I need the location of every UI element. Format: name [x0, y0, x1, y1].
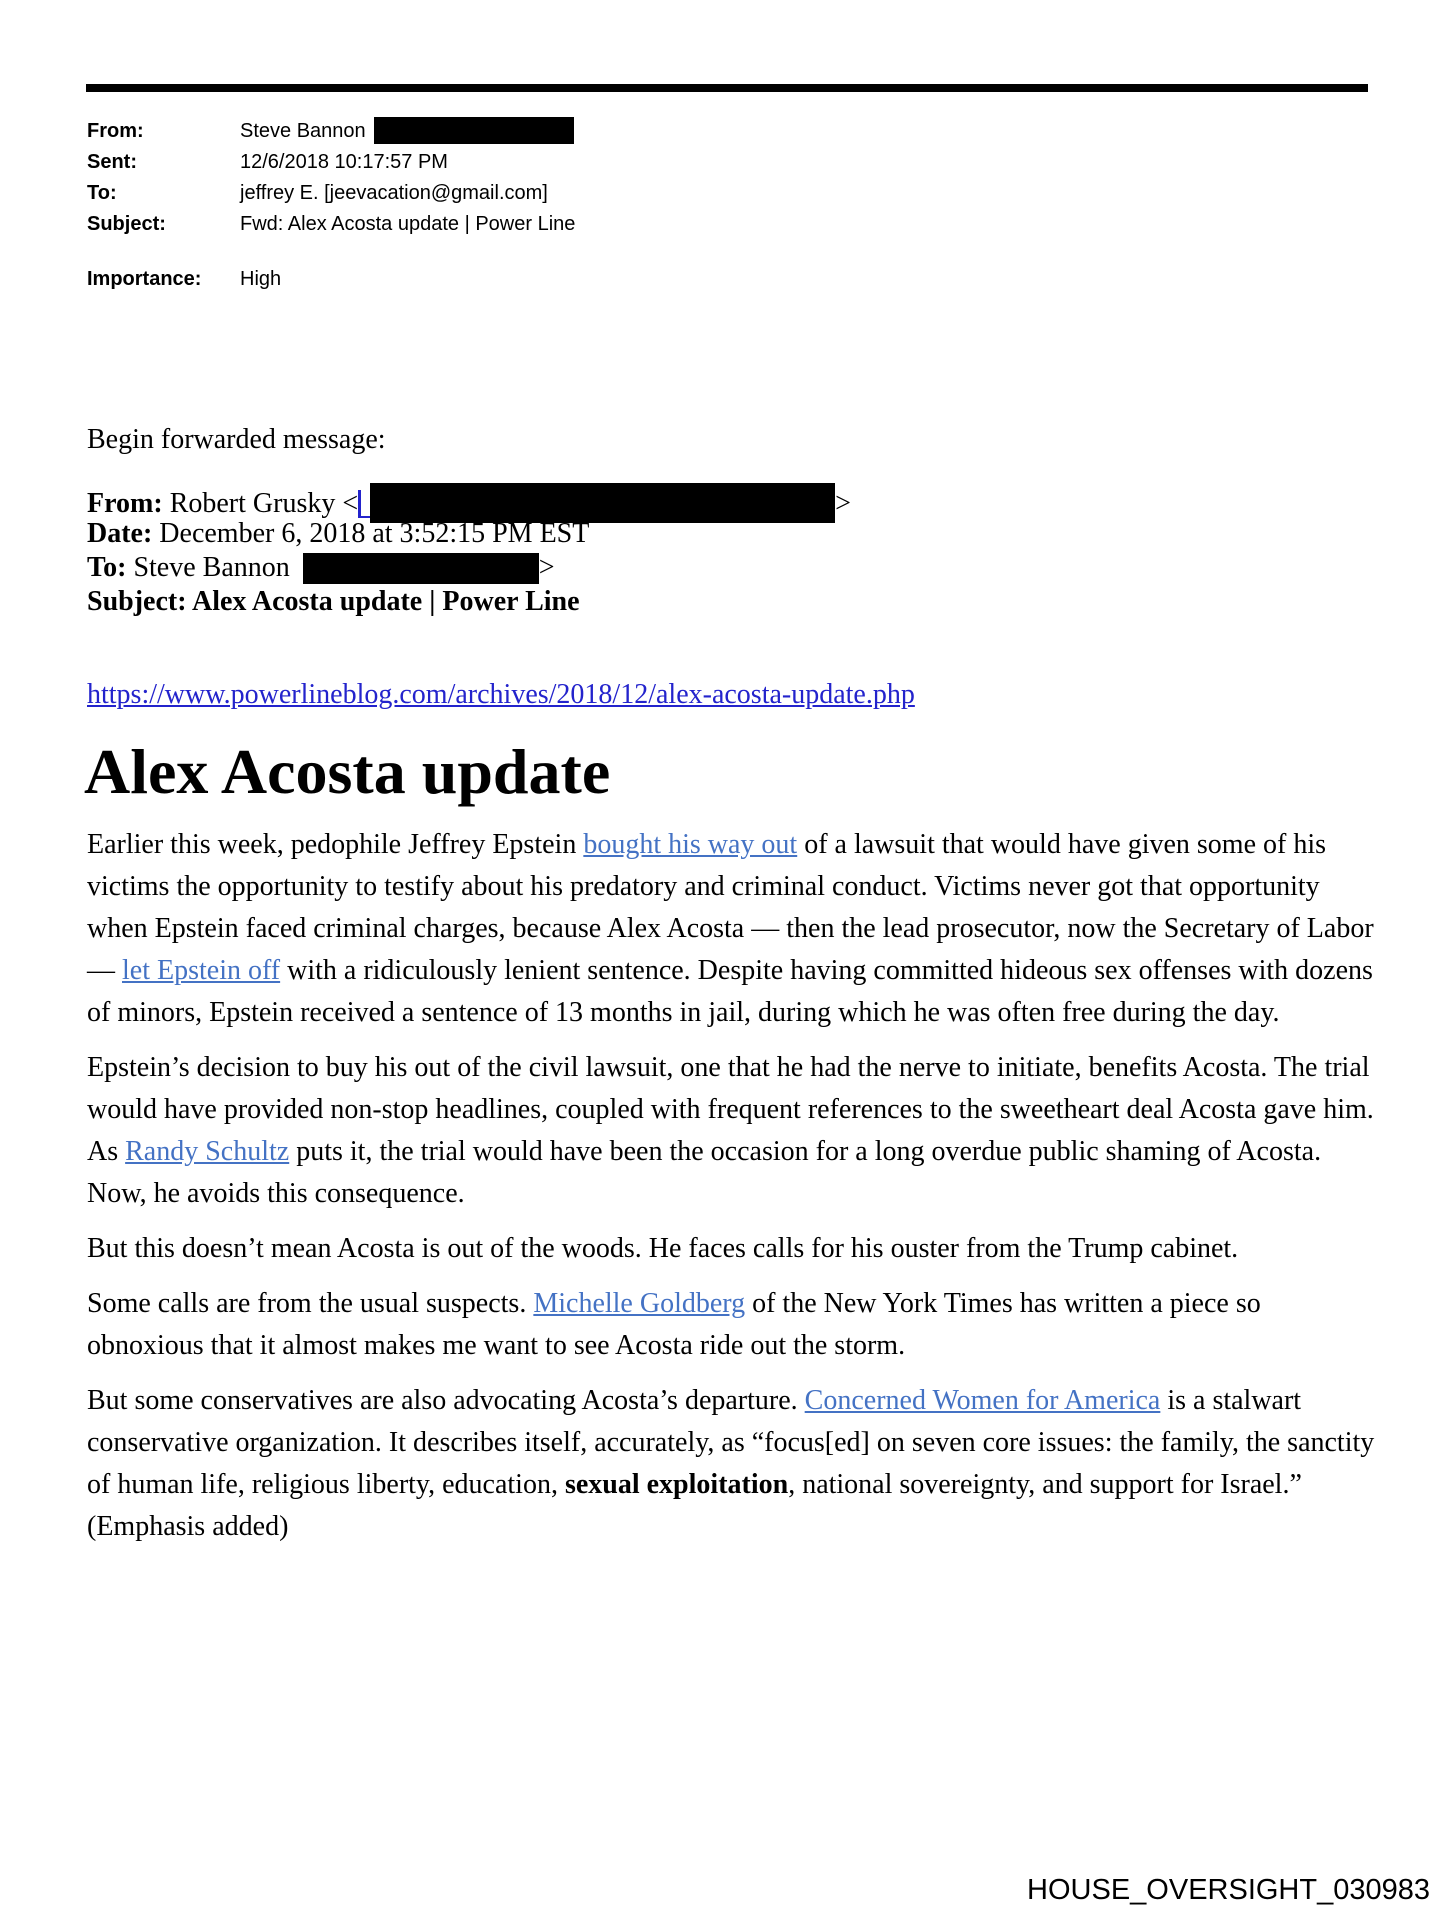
text-segment: puts it, the trial would have been the occasion for a long overdue public shaming of Acosta. Now, he avoids this consequence. — [87, 1136, 1322, 1209]
from-value: Steve Bannon — [240, 120, 366, 142]
text-segment: of the New York Times has written a piece so obnoxious that it almost makes me want to see Acosta ride out the storm. — [87, 1288, 1261, 1361]
inline-link[interactable]: Concerned Women for America — [804, 1385, 1161, 1416]
article-url-link[interactable]: https://www.powerlineblog.com/archives/2018/12/alex-acosta-update.php — [87, 679, 915, 710]
text-segment: , national sovereignty, and support for Israel.” (Emphasis added) — [87, 1469, 1302, 1542]
paragraph — [87, 1283, 1379, 1367]
importance-label: Importance: — [87, 268, 202, 290]
header-divider-rule — [86, 84, 1368, 92]
text-segment: Earlier this week, pedophile Jeffrey Epstein — [87, 829, 584, 860]
article-body — [87, 824, 1379, 1561]
text-segment: with a ridiculously lenient sentence. Despite having committed hideous sex offenses with dozens of minors, Epstein received a sentence of 13 months in jail, during which he was often free during the day. — [87, 955, 1373, 1028]
header-importance-row — [87, 264, 575, 295]
inline-link[interactable]: Michelle Goldberg — [533, 1288, 746, 1319]
email-header — [87, 116, 575, 295]
inline-link[interactable]: let Epstein off — [122, 955, 281, 986]
forward-intro: Begin forwarded message: — [87, 424, 386, 455]
paragraph — [87, 824, 1379, 1034]
text-segment: Epstein’s decision to buy his out of the civil lawsuit, one that he had the nerve to initiate, benefits Acosta. The trial would have provided non-stop headlines, coupled with frequent references to the sweetheart deal Acosta gave him. As — [87, 1052, 1374, 1167]
text-segment: Some calls are from the usual suspects. — [87, 1288, 534, 1319]
text-segment: is a stalwart conservative organization. It describes itself, accurately, as “focus[ed] on seven core issues: the family, the sanctity of human life, religious liberty, education, — [87, 1385, 1375, 1500]
redacted-email-link-sliver — [358, 490, 370, 518]
header-subject-row — [87, 209, 575, 240]
paragraph — [87, 1228, 1379, 1270]
paragraph — [87, 1380, 1379, 1548]
forward-to-row — [87, 551, 851, 585]
text-segment: of a lawsuit that would have given some of his victims the opportunity to testify about his predatory and criminal conduct. Victims never got that opportunity when Epstein faced criminal charges, because Alex Acosta — then the lead prosecutor, now the Secretary of Labor — — [87, 829, 1374, 986]
forward-date-label: Date: — [87, 518, 153, 549]
forward-from-row — [87, 483, 851, 517]
subject-value: Fwd: Alex Acosta update | Power Line — [240, 213, 576, 235]
forward-to-value: Steve Bannon — [126, 552, 297, 583]
forward-subject-row — [87, 585, 851, 619]
paragraph — [87, 1047, 1379, 1215]
forward-from-value: Robert Grusky < — [162, 488, 359, 519]
from-label: From: — [87, 120, 144, 142]
text-segment: But some conservatives are also advocating Acosta’s departure. — [87, 1385, 805, 1416]
header-from-row — [87, 116, 575, 147]
redaction-bar — [374, 117, 574, 144]
header-to-row — [87, 178, 575, 209]
subject-label: Subject: — [87, 213, 166, 235]
forward-to-close: > — [538, 552, 555, 583]
header-sent-row — [87, 147, 575, 178]
text-segment: sexual exploitation — [564, 1469, 789, 1500]
forward-subject-label: Subject: — [87, 586, 187, 617]
forward-date-value: December 6, 2018 at 3:52:15 PM EST — [152, 518, 590, 549]
importance-value: High — [240, 268, 282, 290]
forward-from-close: > — [835, 488, 851, 519]
redaction-bar — [303, 553, 539, 584]
article-title: Alex Acosta update — [84, 736, 611, 807]
forward-subject-value: Alex Acosta update | Power Line — [186, 586, 580, 617]
sent-value: 12/6/2018 10:17:57 PM — [240, 151, 448, 173]
sent-label: Sent: — [87, 151, 137, 173]
bates-number: HOUSE_OVERSIGHT_030983 — [1027, 1874, 1430, 1906]
inline-link[interactable]: Randy Schultz — [125, 1136, 290, 1167]
forward-from-label: From: — [87, 488, 163, 519]
to-value: jeffrey E. [jeevacation@gmail.com] — [240, 182, 548, 204]
forwarded-header — [87, 483, 851, 619]
to-label: To: — [87, 182, 117, 204]
forward-to-label: To: — [87, 552, 127, 583]
text-segment: But this doesn’t mean Acosta is out of the woods. He faces calls for his ouster from the Trump cabinet. — [87, 1233, 1239, 1264]
inline-link[interactable]: bought his way out — [583, 829, 798, 860]
